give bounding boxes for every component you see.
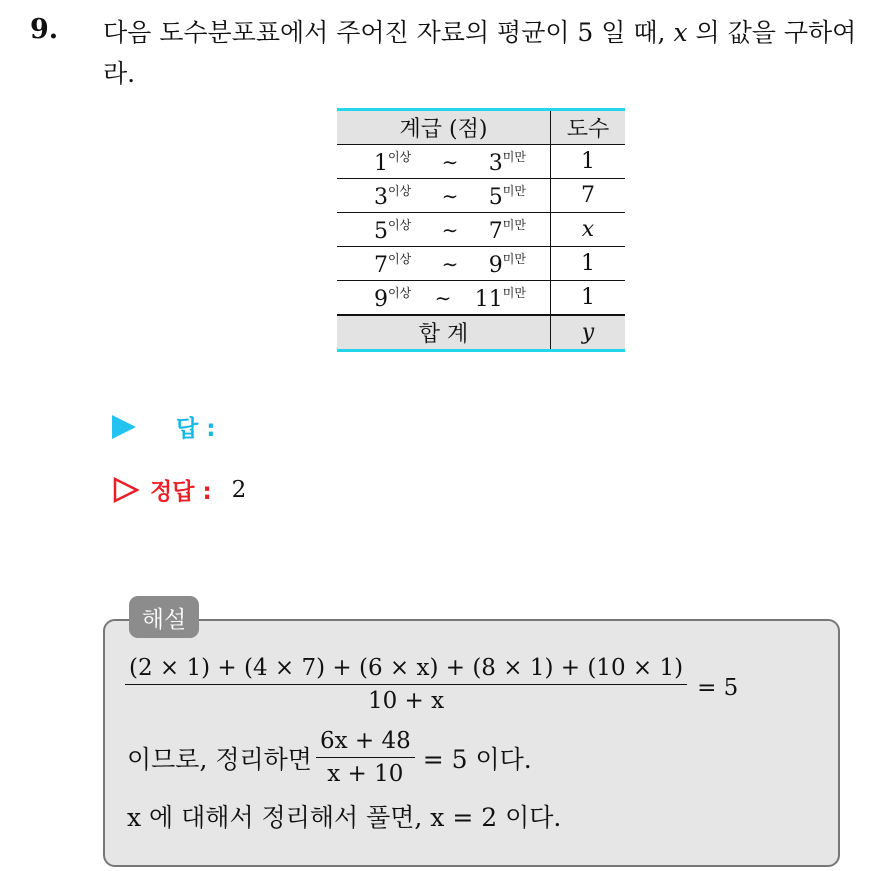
class-high: $7^{미만}$ (488, 217, 526, 244)
correct-answer-label: 정답 : (150, 479, 212, 505)
class-range (337, 250, 550, 278)
range-tilde: ∼ (434, 285, 452, 310)
class-low: $1^{이상}$ (374, 149, 412, 176)
frequency-cell: 1 (551, 281, 626, 316)
table-row (337, 213, 625, 247)
frequency-cell: 1 (551, 247, 626, 281)
line-2-fraction (318, 728, 413, 787)
line-2-suffix: = 5 이다. (422, 744, 532, 774)
equation-1-rhs: = 5 (697, 674, 739, 701)
class-range (337, 148, 550, 176)
line-2-denominator: x + 10 (316, 757, 415, 787)
equation-1-denominator: 10 + x (125, 684, 687, 714)
line-2-prefix: 이므로, 정리하면 (127, 744, 312, 774)
class-cell (337, 247, 551, 281)
class-high: $5^{미만}$ (488, 183, 526, 210)
class-cell (337, 281, 551, 316)
class-range (337, 182, 550, 210)
frequency-table (337, 108, 625, 352)
question-text (103, 12, 873, 94)
frequency-cell: 7 (551, 179, 626, 213)
question-variable: x (673, 18, 688, 47)
high-suffix: 미만 (502, 285, 526, 300)
solution-line-2 (127, 728, 532, 787)
class-cell (337, 145, 551, 179)
class-high: $11^{미만}$ (474, 285, 526, 312)
high-suffix: 미만 (502, 149, 526, 164)
equation-1-fraction (127, 655, 685, 714)
answer-row (112, 410, 215, 443)
correct-answer-row (112, 473, 246, 506)
total-label: 합 계 (337, 315, 551, 351)
class-range (337, 284, 550, 312)
table-row (337, 281, 625, 316)
table-row (337, 247, 625, 281)
question-text-after: 의 값을 구하여라. (103, 18, 857, 88)
frequency-cell: x (551, 213, 626, 247)
outline-triangle-icon (112, 476, 140, 504)
table-header-row (337, 110, 625, 145)
range-tilde: ∼ (441, 149, 459, 174)
low-suffix: 이상 (388, 183, 412, 198)
question-text-before: 다음 도수분포표에서 주어진 자료의 평균이 5 일 때, (103, 18, 674, 47)
low-suffix: 이상 (388, 149, 412, 164)
high-suffix: 미만 (502, 183, 526, 198)
low-suffix: 이상 (388, 217, 412, 232)
solution-line-3: x 에 대해서 정리해서 풀면, x = 2 이다. (127, 803, 562, 832)
solution-tab: 해설 (129, 596, 199, 638)
table-row (337, 145, 625, 179)
high-suffix: 미만 (502, 251, 526, 266)
header-class: 계급 (점) (337, 110, 551, 145)
high-suffix: 미만 (502, 217, 526, 232)
table-row (337, 179, 625, 213)
class-high: $9^{미만}$ (488, 251, 526, 278)
table-total-row (337, 315, 625, 351)
class-high: $3^{미만}$ (488, 149, 526, 176)
range-tilde: ∼ (441, 251, 459, 276)
low-suffix: 이상 (388, 251, 412, 266)
class-low: $5^{이상}$ (374, 217, 412, 244)
correct-answer-value: 2 (231, 476, 247, 503)
range-tilde: ∼ (441, 217, 459, 242)
class-range (337, 216, 550, 244)
question-number: 9. (30, 14, 59, 45)
solution-equation-1 (127, 655, 738, 714)
class-cell (337, 213, 551, 247)
play-triangle-icon (112, 415, 136, 439)
class-cell (337, 179, 551, 213)
header-frequency: 도수 (551, 110, 626, 145)
equation-1-numerator: (2 × 1) + (4 × 7) + (6 × x) + (8 × 1) + (10 × 1) (129, 655, 684, 681)
table-body (337, 145, 625, 316)
class-low: $7^{이상}$ (374, 251, 412, 278)
answer-label: 답 : (176, 416, 216, 442)
line-2-numerator: 6x + 48 (319, 728, 411, 754)
low-suffix: 이상 (388, 285, 412, 300)
range-tilde: ∼ (441, 183, 459, 208)
total-value: y (551, 315, 626, 351)
frequency-cell: 1 (551, 145, 626, 179)
class-low: $9^{이상}$ (374, 285, 412, 312)
class-low: $3^{이상}$ (374, 183, 412, 210)
